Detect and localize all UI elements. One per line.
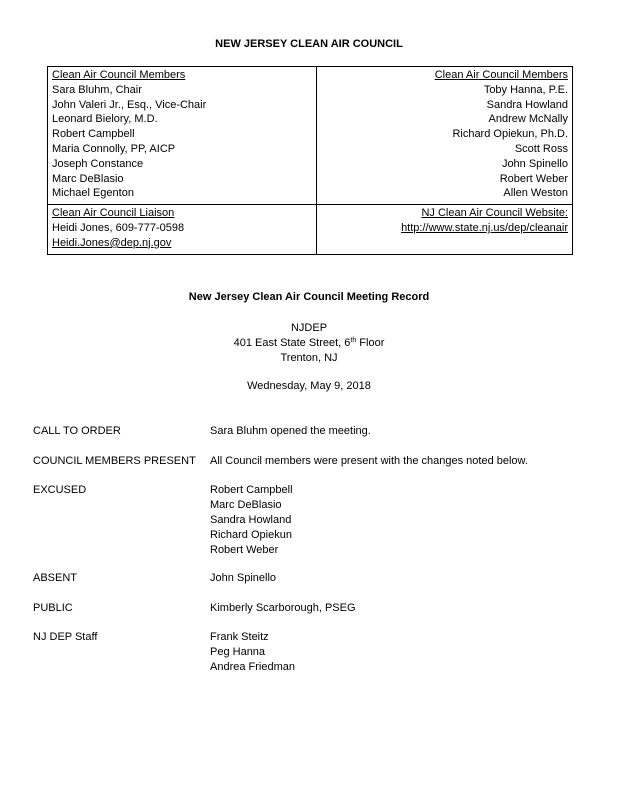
member-name: Michael Egenton [52,187,134,200]
meeting-location [0,321,618,366]
member-name: Marc DeBlasio [52,172,124,185]
section-value: All Council members were present with the changes noted below. [210,455,528,467]
staff-name: Andrea Friedman [210,661,295,673]
member-name: Allen Weston [503,187,568,200]
member-name: Robert Weber [499,172,568,185]
staff-name: Peg Hanna [210,646,266,658]
member-name: Richard Opiekun, Ph.D. [452,128,568,141]
member-name: Toby Hanna, P.E. [483,83,568,96]
section-label: CALL TO ORDER [33,425,121,437]
website-link[interactable]: http://www.state.nj.us/dep/cleanair [401,221,568,234]
excused-name: Sandra Howland [210,514,292,526]
members-right-cell [317,67,573,205]
staff-name: Frank Steitz [210,631,269,643]
excused-name: Robert Campbell [210,484,293,496]
excused-name: Robert Weber [210,544,279,556]
section-label: PUBLIC [33,602,73,614]
members-table [47,66,573,255]
location-street: 401 East State Street, 6th Floor [233,337,385,349]
document-title: NEW JERSEY CLEAN AIR COUNCIL [215,38,403,50]
location-city: Trenton, NJ [280,352,338,364]
member-name: Maria Connolly, PP, AICP [52,142,176,155]
location-org: NJDEP [290,322,328,334]
website-cell [317,205,573,254]
website-header: NJ Clean Air Council Website: [421,207,568,220]
section-label: ABSENT [33,572,78,584]
section-value: John Spinello [210,572,277,584]
member-name: Leonard Bielory, M.D. [52,113,158,126]
member-name: Scott Ross [514,142,568,155]
section-value [210,630,590,675]
members-left-cell [48,67,317,205]
left-members-header: Clean Air Council Members [52,69,186,81]
meeting-date: Wednesday, May 9, 2018 [247,380,371,392]
liaison-email-link[interactable]: Heidi.Jones@dep.nj.gov [52,236,172,249]
excused-name: Richard Opiekun [210,529,292,541]
excused-name: Marc DeBlasio [210,499,282,511]
member-name: Joseph Constance [52,157,144,170]
right-members-header: Clean Air Council Members [434,69,568,81]
section-label: COUNCIL MEMBERS PRESENT [33,455,196,467]
member-name: John Valeri Jr., Esq., Vice-Chair [52,98,207,111]
section-value [210,483,590,558]
section-value: Sara Bluhm opened the meeting. [210,425,371,437]
section-value: Kimberly Scarborough, PSEG [210,602,356,614]
member-name: Andrew McNally [488,113,568,126]
liaison-name: Heidi Jones, 609-777-0598 [52,221,185,234]
member-name: Sara Bluhm, Chair [52,83,142,96]
section-label: EXCUSED [33,484,87,496]
member-name: John Spinello [501,157,568,170]
liaison-header: Clean Air Council Liaison [52,207,175,220]
liaison-cell [48,205,317,254]
meeting-record-title: New Jersey Clean Air Council Meeting Record [188,291,430,303]
section-label: NJ DEP Staff [33,631,98,643]
member-name: Sandra Howland [486,98,568,111]
member-name: Robert Campbell [52,128,135,141]
